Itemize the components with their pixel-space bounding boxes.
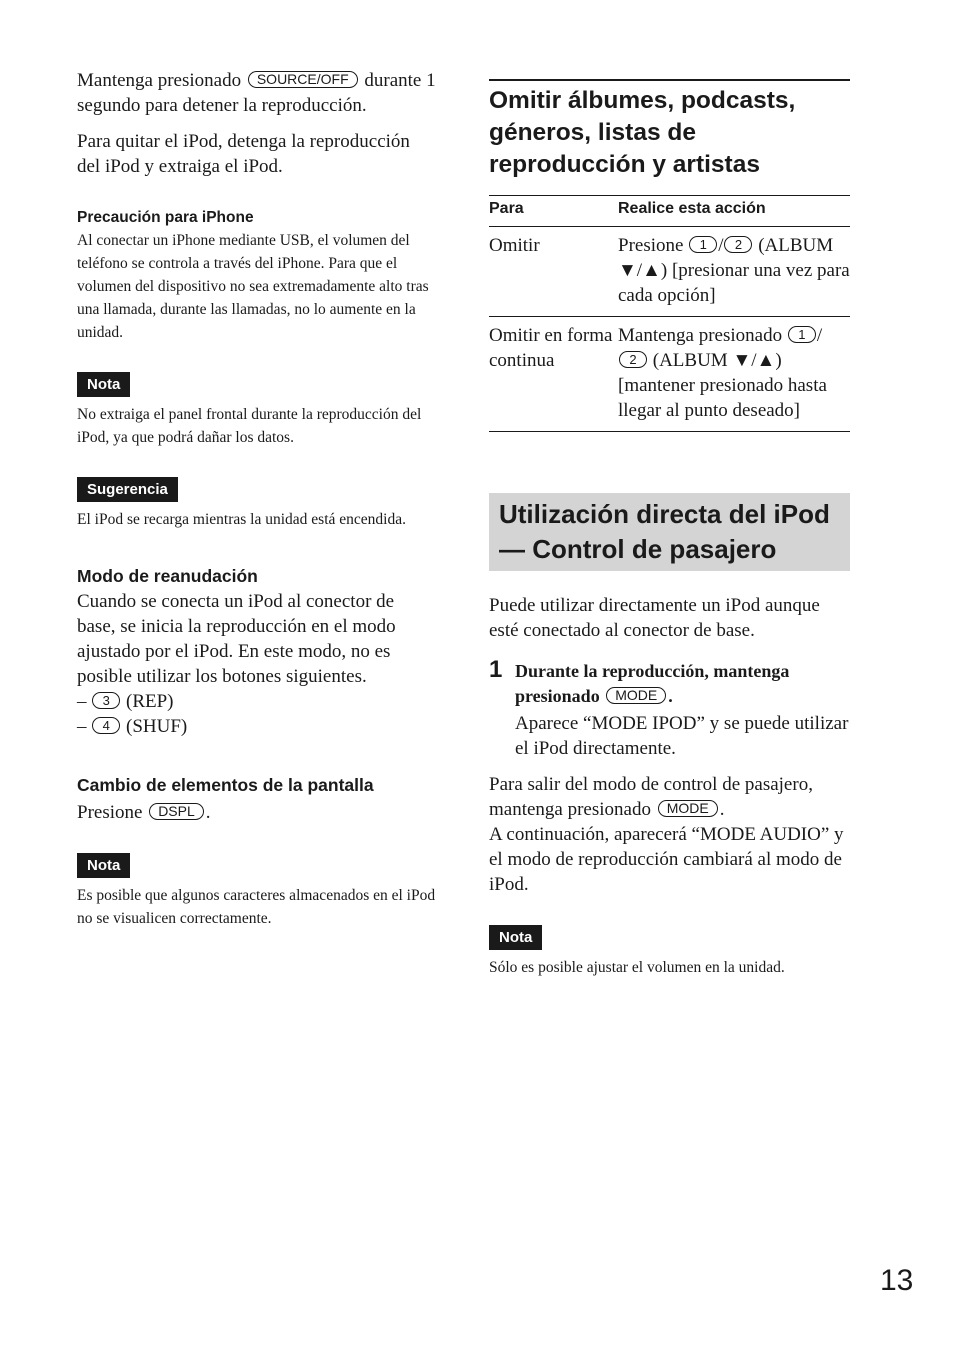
table-cell-instruction <box>618 227 850 317</box>
text: (ALBUM ▼/▲) <box>618 235 834 281</box>
key-3: 3 <box>92 692 120 709</box>
text: Durante la reproducción, mantenga presionado <box>515 661 790 706</box>
tip-text: El iPod se recarga mientras la unidad está encendida. <box>77 511 406 528</box>
table-header-row <box>489 196 850 227</box>
note-label: Nota <box>77 372 130 397</box>
text: . <box>668 686 673 706</box>
remove-ipod-paragraph: Para quitar el iPod, detenga la reproducción del iPod y extraiga el iPod. <box>77 131 410 177</box>
skip-section-title: Omitir álbumes, podcasts, géneros, listas de reproducción y artistas <box>489 79 850 195</box>
text: [presionar una vez para cada opción] <box>618 260 850 306</box>
mode-key: MODE <box>658 800 718 817</box>
text: / <box>816 325 823 346</box>
display-change-text <box>77 800 437 825</box>
text: . <box>719 799 725 820</box>
text: Mantenga presionado <box>77 70 242 91</box>
dash: – <box>77 691 87 712</box>
page-number: 13 <box>880 1264 914 1297</box>
direct-intro-text: Puede utilizar directamente un iPod aunque esté conectado al conector de base. <box>489 595 820 641</box>
note-label: Nota <box>77 853 130 878</box>
tip-block <box>77 477 437 531</box>
key-1: 1 <box>788 326 816 343</box>
display-change-title: Cambio de elementos de la pantalla <box>77 775 374 795</box>
text: . <box>205 802 211 823</box>
note-block-3 <box>489 925 850 979</box>
text: (SHUF) <box>126 716 188 737</box>
text: Mantenga presionado <box>618 325 783 346</box>
step-1 <box>489 656 850 761</box>
text: (ALBUM ▼/▲) <box>652 350 782 371</box>
mode-key: MODE <box>606 687 666 704</box>
note-label: Nota <box>489 925 542 950</box>
key-1: 1 <box>689 236 717 253</box>
table-cell-instruction <box>618 317 850 432</box>
skip-operations-table <box>489 195 850 432</box>
right-column <box>489 68 850 979</box>
step-heading <box>515 659 850 709</box>
direct-control-title: Utilización directa del iPod — Control de pasajero <box>489 493 850 571</box>
key-4: 4 <box>92 717 120 734</box>
table-row <box>489 317 850 432</box>
table-cell-action: Omitir en forma continua <box>489 317 618 432</box>
table-cell-action: Omitir <box>489 227 618 317</box>
dash: – <box>77 716 87 737</box>
text: (REP) <box>126 691 174 712</box>
text: Presione <box>77 802 143 823</box>
note-text: Sólo es posible ajustar el volumen en la unidad. <box>489 959 785 976</box>
note-text: Es posible que algunos caracteres almacenados en el iPod no se visualicen correctamente. <box>77 887 436 927</box>
exit-mode-text <box>489 772 850 822</box>
note-text: No extraiga el panel frontal durante la reproducción del iPod, ya que podrá dañar los datos. <box>77 406 422 446</box>
note-block-2 <box>77 853 437 930</box>
table-row <box>489 227 850 317</box>
note-block-1 <box>77 372 437 449</box>
text: [mantener presionado hasta llegar al punto deseado] <box>618 375 827 421</box>
step-text: Aparece “MODE IPOD” y se puede utilizar el iPod directamente. <box>515 713 849 759</box>
step-number: 1 <box>489 656 503 683</box>
text: durante 1 segundo para detener la reproducción. <box>77 70 436 116</box>
left-column <box>77 68 437 930</box>
key-2: 2 <box>724 236 752 253</box>
resume-mode-title: Modo de reanudación <box>77 566 258 586</box>
dspl-key: DSPL <box>149 803 204 820</box>
key-2: 2 <box>619 351 647 368</box>
text: Presione <box>618 235 684 256</box>
exit-mode-result-text: A continuación, aparecerá “MODE AUDIO” y el modo de reproducción cambiará al modo de iPod. <box>489 824 844 895</box>
resume-mode-text: Cuando se conecta un iPod al conector de base, se inicia la reproducción en el modo ajustado por el iPod. En este modo, no es posible utilizar los botones siguientes. <box>77 591 396 687</box>
caution-title: Precaución para iPhone <box>77 209 254 226</box>
resume-item-rep <box>77 689 437 714</box>
tip-label: Sugerencia <box>77 477 178 502</box>
source-off-key: SOURCE/OFF <box>248 71 358 88</box>
resume-item-shuf <box>77 714 437 739</box>
text: Para salir del modo de control de pasajero, mantenga presionado <box>489 774 813 820</box>
stop-playback-paragraph <box>77 68 437 118</box>
table-header-para: Para <box>489 196 618 227</box>
text: / <box>718 235 724 256</box>
table-header-accion: Realice esta acción <box>618 196 850 227</box>
caution-text: Al conectar un iPhone mediante USB, el volumen del teléfono se controla a través del iPhone. Para que el volumen del dispositivo no sea extremadamente alto tras una llamada, durante las llamadas, no lo aumente en la unidad. <box>77 232 429 341</box>
